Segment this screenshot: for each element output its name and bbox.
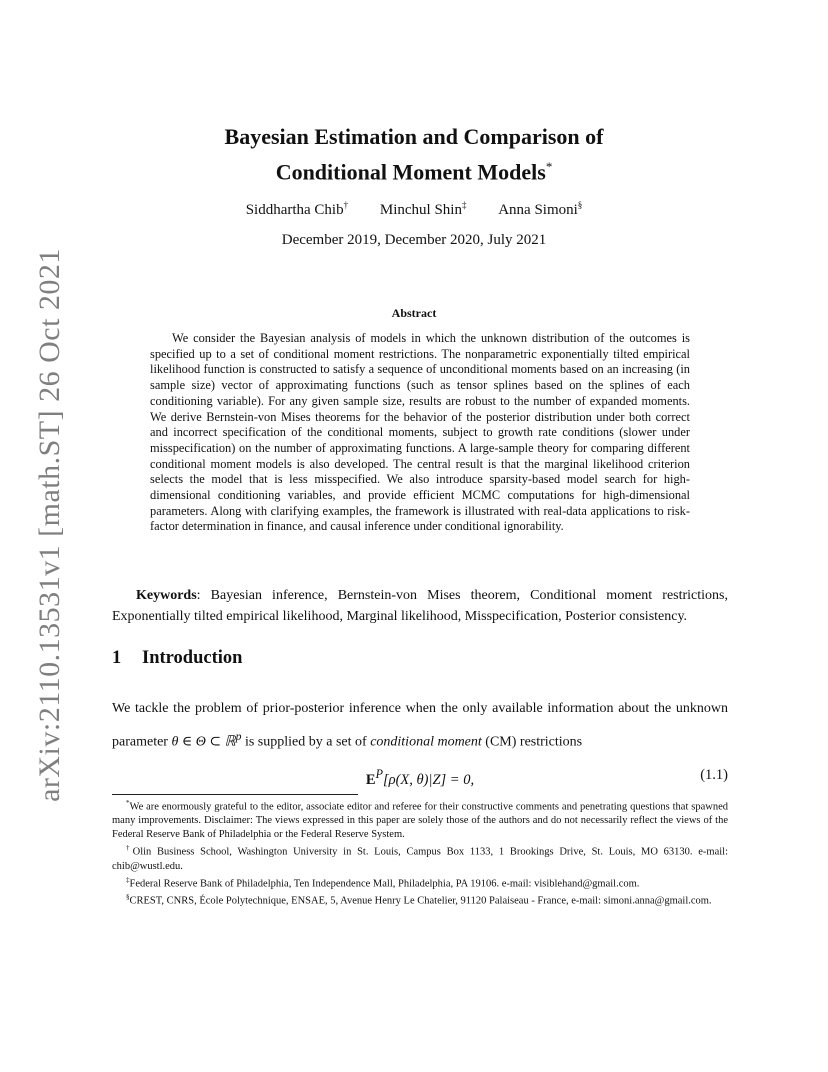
abstract-heading: Abstract	[391, 306, 437, 320]
footnote-mark: ‡	[126, 875, 130, 884]
equation-1-1	[112, 767, 728, 789]
title-footnote-mark[interactable]: *	[545, 159, 553, 174]
abstract-text: We consider the Bayesian analysis of models in which the unknown distribution of the outcomes is specified up to a set of conditional moment restrictions. The nonparametric exponentially tilted empirical likelihood function is constructed to satisfy a sequence of unconditional moments based on an increasing (in sample size) vector of approximating functions (such as tensor splines based on the splines of each conditioning variable). For any given sample size, results are robust to the number of expanded moments. We derive Bernstein-von Mises theorems for the behavior of the posterior distribution under both correct and incorrect specification of the conditional moments, subject to growth rate conditions (slower under misspecification) on the number of approximating functions. A large-sample theory for comparing different conditional moment models is also developed. The central result is that the marginal likelihood criterion selects the model that is less misspecified. We also introduce sparsity-based model search for high-dimensional conditioning variables, and provide efficient MCMC computations for high-dimensional parameters. Along with clarifying examples, the framework is illustrated with real-data applications to risk-factor determination in finance, and causal inference under conditional ignorability.	[150, 331, 690, 534]
author-footnote-mark[interactable]: †	[343, 200, 349, 210]
footnote-mark: *	[126, 799, 130, 807]
equation-expression: [ρ(X, θ)|Z] = 0,	[382, 771, 475, 788]
author-name: Minchul Shin	[379, 202, 462, 218]
author-footnote-mark[interactable]: ‡	[461, 200, 467, 210]
keywords-text: : Bayesian inference, Bernstein-von Mises theorem, Conditional moment restrictions, Exponentially tilted empirical likelihood, Marginal likelihood, Misspecification, Posterior consistency.	[112, 588, 728, 624]
arxiv-identifier-stamp[interactable]: arXiv:2110.13531v1 [math.ST] 26 Oct 2021	[33, 248, 66, 802]
intro-text-b: is supplied by a set of	[241, 734, 371, 750]
footnote-text: Olin Business School, Washington University in St. Louis, Campus Box 1133, 1 Brookings Drive, St. Louis, MO 63130. e-mail: chib@wustl.edu.	[112, 846, 729, 872]
keywords-label: Keywords	[136, 588, 197, 603]
author-chib	[246, 200, 348, 219]
footnote-divider	[112, 794, 358, 795]
footnote-text: CREST, CNRS, École Polytechnique, ENSAE, 5, Avenue Henry Le Chatelier, 91120 Palaiseau - France, e-mail: simoni.anna@gmail.com.	[129, 895, 712, 907]
intro-text-c: (CM) restrictions	[481, 734, 583, 750]
intro-inline-math: θ ∈ Θ ⊂ ℝ	[171, 734, 236, 750]
intro-emphasis: conditional moment	[370, 734, 482, 750]
paper-title	[0, 122, 828, 187]
author-shin	[380, 200, 467, 219]
author-name: Siddhartha Chib	[245, 202, 344, 218]
footnote-acknowledgement	[112, 797, 728, 842]
author-name: Anna Simoni	[498, 202, 578, 218]
title-line-1: Bayesian Estimation and Comparison of	[224, 124, 604, 149]
equation-number: (1.1)	[700, 767, 728, 783]
equation-body	[112, 767, 728, 789]
title-line-2-text: Conditional Moment Models	[275, 159, 546, 185]
section-heading-introduction	[112, 648, 242, 669]
intro-text-a: We tackle the problem of prior-posterior inference when the only available information about the unknown parameter	[112, 701, 728, 750]
footnote-mark: †	[126, 844, 133, 853]
footnotes	[112, 797, 728, 908]
section-number: 1	[112, 648, 122, 668]
title-line-2	[0, 152, 828, 187]
author-simoni	[498, 200, 582, 219]
footnote-shin	[112, 874, 728, 891]
footnote-text: We are enormously grateful to the editor, associate editor and referee for their constructive comments and penetrating questions that spawned many improvements. Disclaimer: The views expressed in this paper are solely those of the authors and do not necessarily reflect the views of the Federal Reserve Bank of Philadelphia or the Federal Reserve System.	[112, 801, 728, 841]
author-footnote-mark[interactable]: §	[577, 200, 583, 210]
intro-inline-math-sup: p	[235, 730, 242, 743]
equation-expectation: E	[365, 771, 376, 788]
footnote-chib	[112, 842, 728, 873]
footnote-mark: §	[126, 892, 130, 901]
author-list	[0, 200, 828, 219]
keywords-paragraph	[112, 585, 728, 627]
footnote-text: Federal Reserve Bank of Philadelphia, Ten Independence Mall, Philadelphia, PA 19106. e-mail: visiblehand@gmail.com.	[129, 878, 640, 890]
version-dates: December 2019, December 2020, July 2021	[281, 232, 547, 248]
section-title: Introduction	[142, 648, 243, 668]
footnote-simoni	[112, 891, 728, 908]
introduction-paragraph	[112, 695, 728, 757]
equation-measure: P	[375, 767, 383, 781]
